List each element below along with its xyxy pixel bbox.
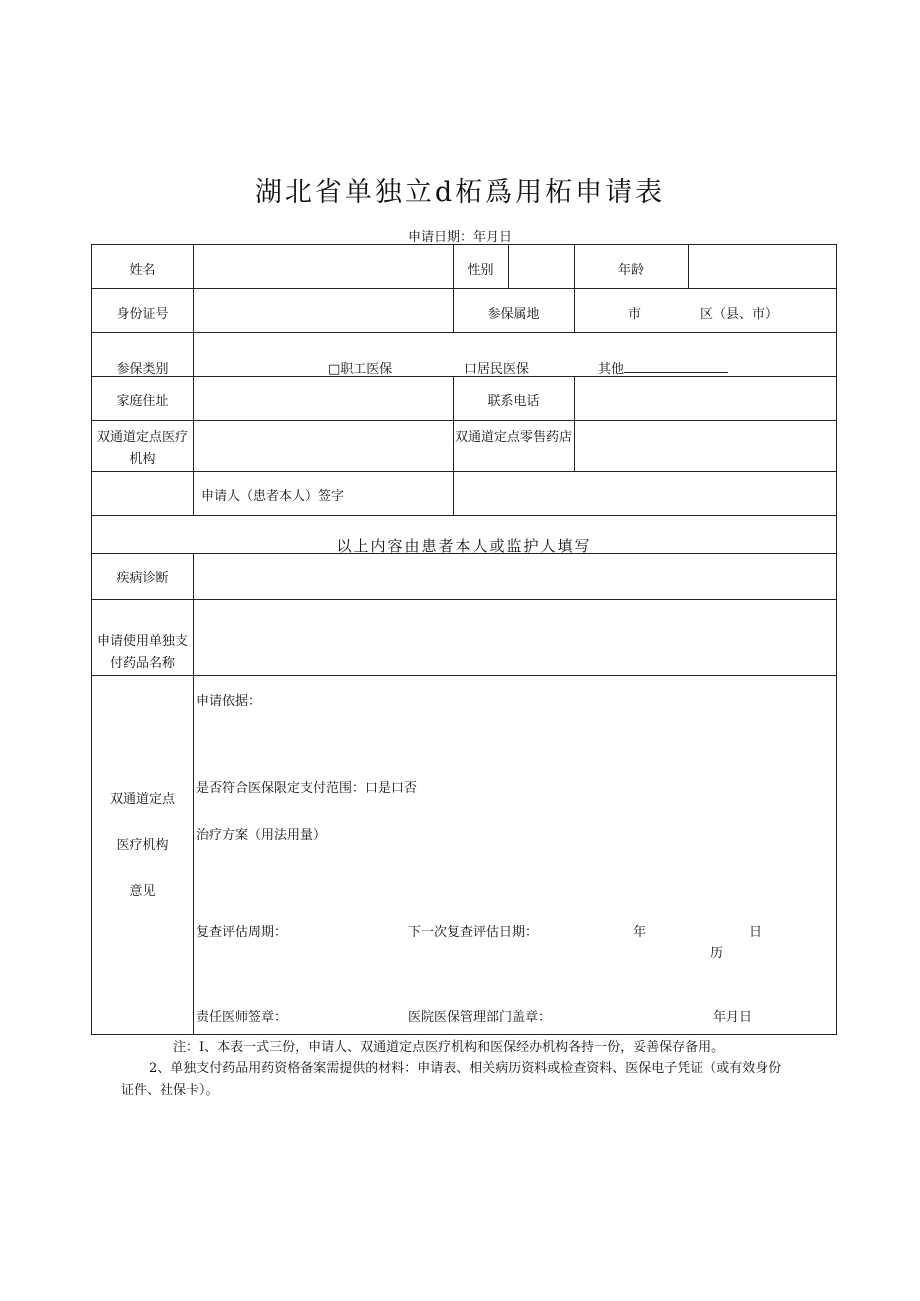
insurance-type-label: 参保类别 bbox=[116, 362, 169, 377]
name-label: 姓名 bbox=[129, 263, 156, 278]
address-label: 家庭住址 bbox=[116, 394, 169, 409]
district-label: 区（县、市） bbox=[700, 307, 779, 322]
note-2-line1: 2、单独支付药品用药资格备案需提供的材料：申请表、相关病历资料或检查资料、医保电子凭证（或有效身份 bbox=[149, 1061, 782, 1076]
doctor-sign-label: 责任医师签章： bbox=[196, 1010, 288, 1025]
plan-label: 治疗方案（用法用量） bbox=[196, 828, 327, 843]
id-number-label: 身份证号 bbox=[116, 307, 169, 322]
city-label: 市 bbox=[628, 307, 642, 322]
basis-label: 申请依据： bbox=[196, 694, 262, 709]
option-employee-insurance[interactable]: □职工医保 bbox=[328, 362, 393, 377]
signature-label: 申请人（患者本人）签字 bbox=[200, 489, 344, 504]
pharmacy-label: 双通道定点零售药店 bbox=[454, 430, 572, 445]
phone-label: 联系电话 bbox=[487, 394, 540, 409]
form-title: 湖北省单独立d柘爲用柘申请表 bbox=[254, 177, 666, 208]
scope-question[interactable]: 是否符合医保限定支付范围：口是口否 bbox=[196, 781, 418, 796]
apply-date: 申请日期：年月日 bbox=[407, 230, 512, 245]
day-label: 日 bbox=[749, 925, 763, 940]
next-review-label: 下一次复查评估日期： bbox=[408, 925, 539, 940]
option-resident-insurance[interactable]: 口居民医保 bbox=[464, 362, 530, 377]
insured-place-label: 参保属地 bbox=[487, 307, 540, 322]
other-blank-line[interactable] bbox=[624, 360, 728, 373]
section-heading: 以上内容由患者本人或监护人填写 bbox=[336, 537, 592, 555]
year-label: 年 bbox=[633, 925, 647, 940]
note-2-line2: 证件、社保卡）。 bbox=[121, 1083, 219, 1098]
opinion-label-line3: 意见 bbox=[129, 884, 156, 899]
age-label: 年龄 bbox=[617, 263, 644, 278]
note-1: 注：I、本表一式三份，申请人、双通道定点医疗机构和医保经办机构各持一份，妥善保存备用。 bbox=[173, 1040, 725, 1055]
sign-date-label: 年月日 bbox=[713, 1010, 753, 1025]
drug-name-label: 申请使用单独支付药品名称 bbox=[96, 634, 188, 671]
option-other-label: 其他 bbox=[598, 362, 625, 377]
application-form bbox=[91, 244, 837, 1035]
opinion-label-line1: 双通道定点 bbox=[109, 792, 175, 807]
hospital-label: 双通道定点医疗机构 bbox=[96, 430, 188, 467]
diagnosis-label: 疾病诊断 bbox=[116, 571, 169, 586]
calendar-label: 历 bbox=[710, 946, 724, 961]
option-other[interactable] bbox=[598, 358, 728, 377]
review-period-label: 复查评估周期： bbox=[196, 925, 288, 940]
opinion-label-line2: 医疗机构 bbox=[116, 838, 169, 853]
dept-seal-label: 医院医保管理部门盖章： bbox=[408, 1010, 552, 1025]
gender-label: 性别 bbox=[467, 263, 494, 278]
